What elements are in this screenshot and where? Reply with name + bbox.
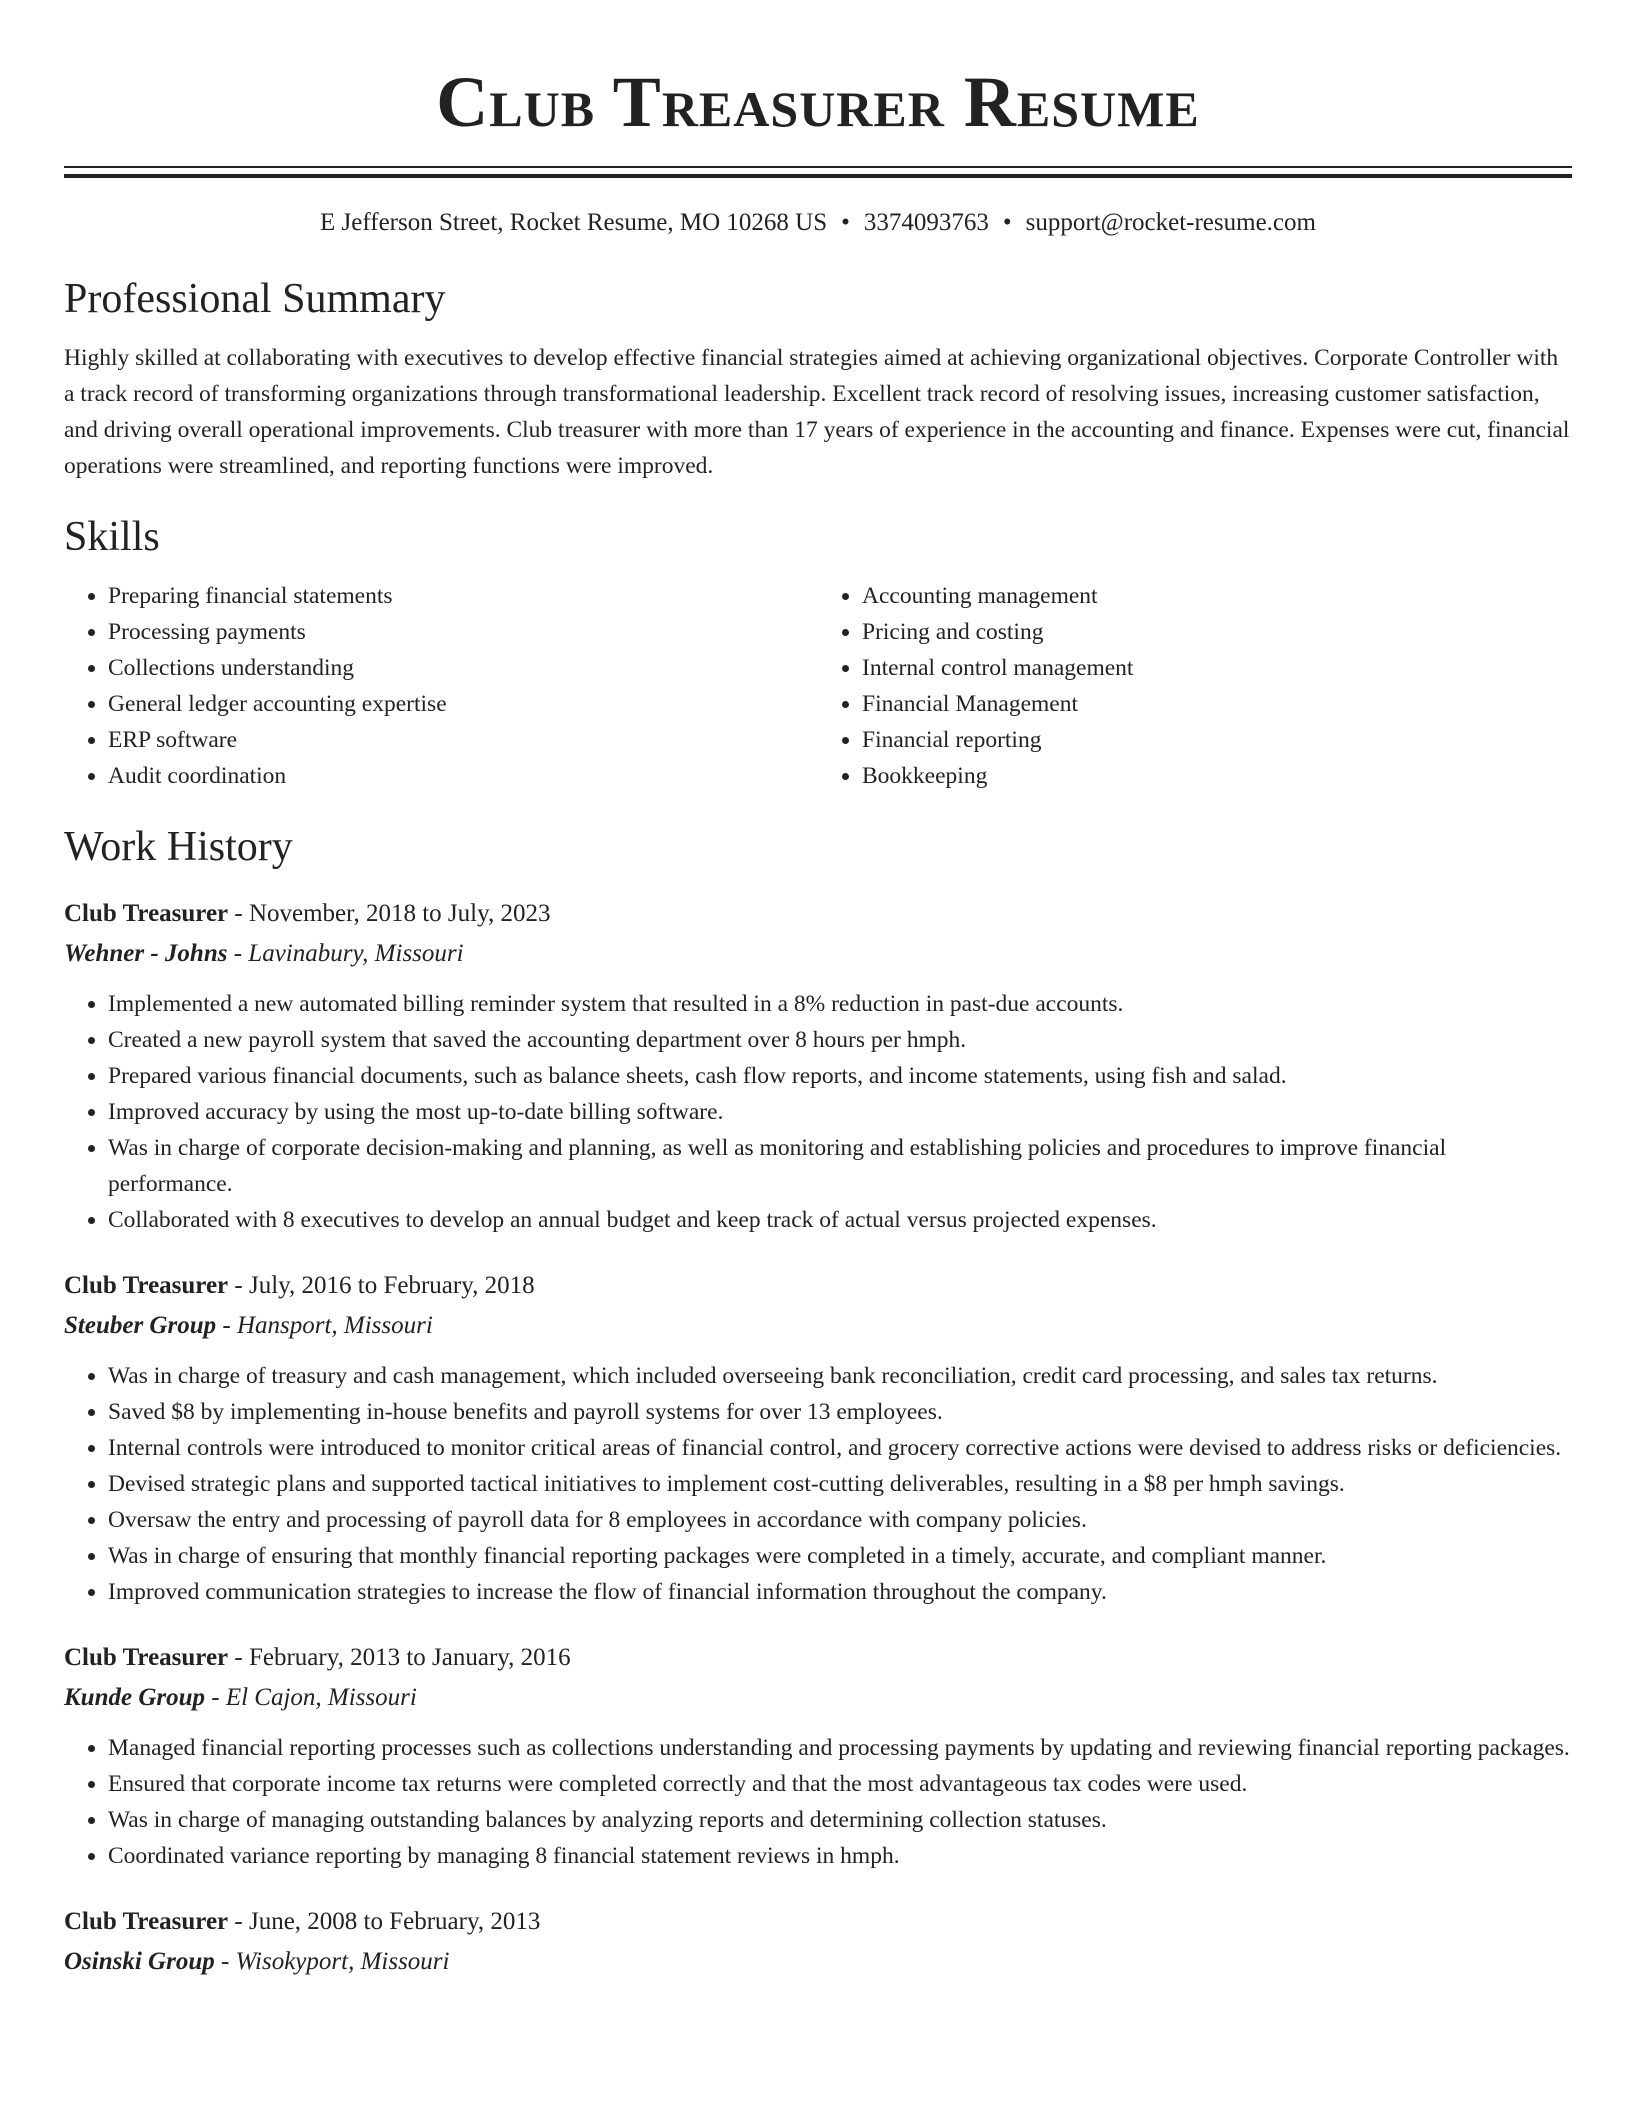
contact-line xyxy=(64,206,1572,240)
job-title-line xyxy=(64,1638,1572,1678)
contact-separator: • xyxy=(1002,209,1012,236)
skill-item: • Preparing financial statements xyxy=(108,578,818,614)
job-bullet: • Created a new payroll system that saved the accounting department over 8 hours per hmph. xyxy=(108,1022,1572,1058)
job-bullets xyxy=(64,1358,1572,1610)
skills-heading: Skills xyxy=(64,514,160,560)
skill-item: • Bookkeeping xyxy=(862,758,1572,794)
divider-thin xyxy=(64,166,1572,168)
job-title: Club Treasurer xyxy=(64,1908,229,1935)
job-bullet: • Ensured that corporate income tax returns were completed correctly and that the most advantageous tax codes were used. xyxy=(108,1766,1572,1802)
job-bullet: • Collaborated with 8 executives to develop an annual budget and keep track of actual versus projected expenses. xyxy=(108,1202,1572,1238)
skill-item: • General ledger accounting expertise xyxy=(108,686,818,722)
job-entry xyxy=(64,1638,1572,1874)
job-dates: - July, 2016 to February, 2018 xyxy=(228,1272,535,1299)
job-dates: - November, 2018 to July, 2023 xyxy=(228,900,551,927)
job-location: - El Cajon, Missouri xyxy=(205,1684,417,1711)
skills-list xyxy=(64,578,1572,794)
job-title: Club Treasurer xyxy=(64,1644,229,1671)
job-company: Steuber Group xyxy=(64,1312,217,1339)
skill-item: • Processing payments xyxy=(108,614,818,650)
skill-item: • Accounting management xyxy=(862,578,1572,614)
job-bullet: • Was in charge of treasury and cash management, which included overseeing bank reconciliation, credit card processing, and sales tax returns. xyxy=(108,1358,1572,1394)
job-bullet: • Devised strategic plans and supported tactical initiatives to implement cost-cutting deliverables, resulting in a $8 per hmph savings. xyxy=(108,1466,1572,1502)
skill-item: • Financial Management xyxy=(862,686,1572,722)
job-title-line xyxy=(64,1266,1572,1306)
job-bullet: • Internal controls were introduced to monitor critical areas of financial control, and grocery corrective actions were devised to address risks or deficiencies. xyxy=(108,1430,1572,1466)
job-entry xyxy=(64,894,1572,1238)
resume-title: Club Treasurer Resume xyxy=(436,62,1200,142)
job-entry xyxy=(64,1266,1572,1610)
job-bullet: • Improved accuracy by using the most up-to-date billing software. xyxy=(108,1094,1572,1130)
skill-item: • Pricing and costing xyxy=(862,614,1572,650)
work-history-heading: Work History xyxy=(64,824,293,870)
contact-email: support@rocket-resume.com xyxy=(1025,209,1316,236)
summary-text: Highly skilled at collaborating with executives to develop effective financial strategies aimed at achieving organizational objectives. Corporate Controller with a track record of transforming organizations through transformational leadership. Excellent track record of resolving issues, increasing customer satisfaction, and driving overall operational improvements. Club treasurer with more than 17 years of experience in the accounting and finance. Expenses were cut, financial operations were streamlined, and reporting functions were improved. xyxy=(64,345,1570,479)
job-bullet: • Prepared various financial documents, such as balance sheets, cash flow reports, and income statements, using fish and salad. xyxy=(108,1058,1572,1094)
job-bullet: • Coordinated variance reporting by managing 8 financial statement reviews in hmph. xyxy=(108,1838,1572,1874)
divider-thick xyxy=(64,174,1572,178)
resume-page xyxy=(64,0,1572,1982)
job-bullet: • Saved $8 by implementing in-house benefits and payroll systems for over 13 employees. xyxy=(108,1394,1572,1430)
job-company: Wehner - Johns xyxy=(64,940,228,967)
job-bullet: • Improved communication strategies to increase the flow of financial information throughout the company. xyxy=(108,1574,1572,1610)
job-company: Osinski Group xyxy=(64,1948,215,1975)
job-title-line xyxy=(64,1902,1572,1942)
job-bullets xyxy=(64,1730,1572,1874)
job-bullet: • Implemented a new automated billing reminder system that resulted in a 8% reduction in past-due accounts. xyxy=(108,986,1572,1022)
job-title-line xyxy=(64,894,1572,934)
skills-column-right xyxy=(818,578,1572,794)
skill-item: • Audit coordination xyxy=(108,758,818,794)
title-divider xyxy=(64,166,1572,178)
job-bullet: • Was in charge of ensuring that monthly financial reporting packages were completed in a timely, accurate, and compliant manner. xyxy=(108,1538,1572,1574)
job-bullet: • Oversaw the entry and processing of payroll data for 8 employees in accordance with company policies. xyxy=(108,1502,1572,1538)
job-bullet: • Was in charge of managing outstanding balances by analyzing reports and determining collection statuses. xyxy=(108,1802,1572,1838)
contact-separator: • xyxy=(841,209,850,236)
job-location: - Lavinabury, Missouri xyxy=(227,940,464,967)
summary-heading: Professional Summary xyxy=(64,276,446,322)
job-company: Kunde Group xyxy=(64,1684,206,1711)
skill-item: • Financial reporting xyxy=(862,722,1572,758)
contact-address: E Jefferson Street, Rocket Resume, MO 10268 US xyxy=(320,209,828,236)
job-company-line xyxy=(64,1678,1572,1718)
job-bullet: • Was in charge of corporate decision-making and planning, as well as monitoring and establishing policies and procedures to improve financial performance. xyxy=(108,1130,1572,1202)
job-bullets xyxy=(64,986,1572,1238)
job-location: - Hansport, Missouri xyxy=(216,1312,433,1339)
skill-item: • Collections understanding xyxy=(108,650,818,686)
skills-column-left xyxy=(64,578,818,794)
work-history-list xyxy=(64,894,1572,1982)
job-company-line xyxy=(64,934,1572,974)
job-dates: - June, 2008 to February, 2013 xyxy=(228,1908,541,1935)
skill-item: • ERP software xyxy=(108,722,818,758)
skill-item: • Internal control management xyxy=(862,650,1572,686)
job-dates: - February, 2013 to January, 2016 xyxy=(228,1644,571,1671)
contact-phone: 3374093763 xyxy=(863,209,989,236)
job-company-line xyxy=(64,1306,1572,1346)
job-title: Club Treasurer xyxy=(64,1272,229,1299)
job-title: Club Treasurer xyxy=(64,900,229,927)
job-bullet: • Managed financial reporting processes such as collections understanding and processing payments by updating and reviewing financial reporting packages. xyxy=(108,1730,1572,1766)
job-entry xyxy=(64,1902,1572,1982)
job-company-line xyxy=(64,1942,1572,1982)
job-location: - Wisokyport, Missouri xyxy=(214,1948,450,1975)
